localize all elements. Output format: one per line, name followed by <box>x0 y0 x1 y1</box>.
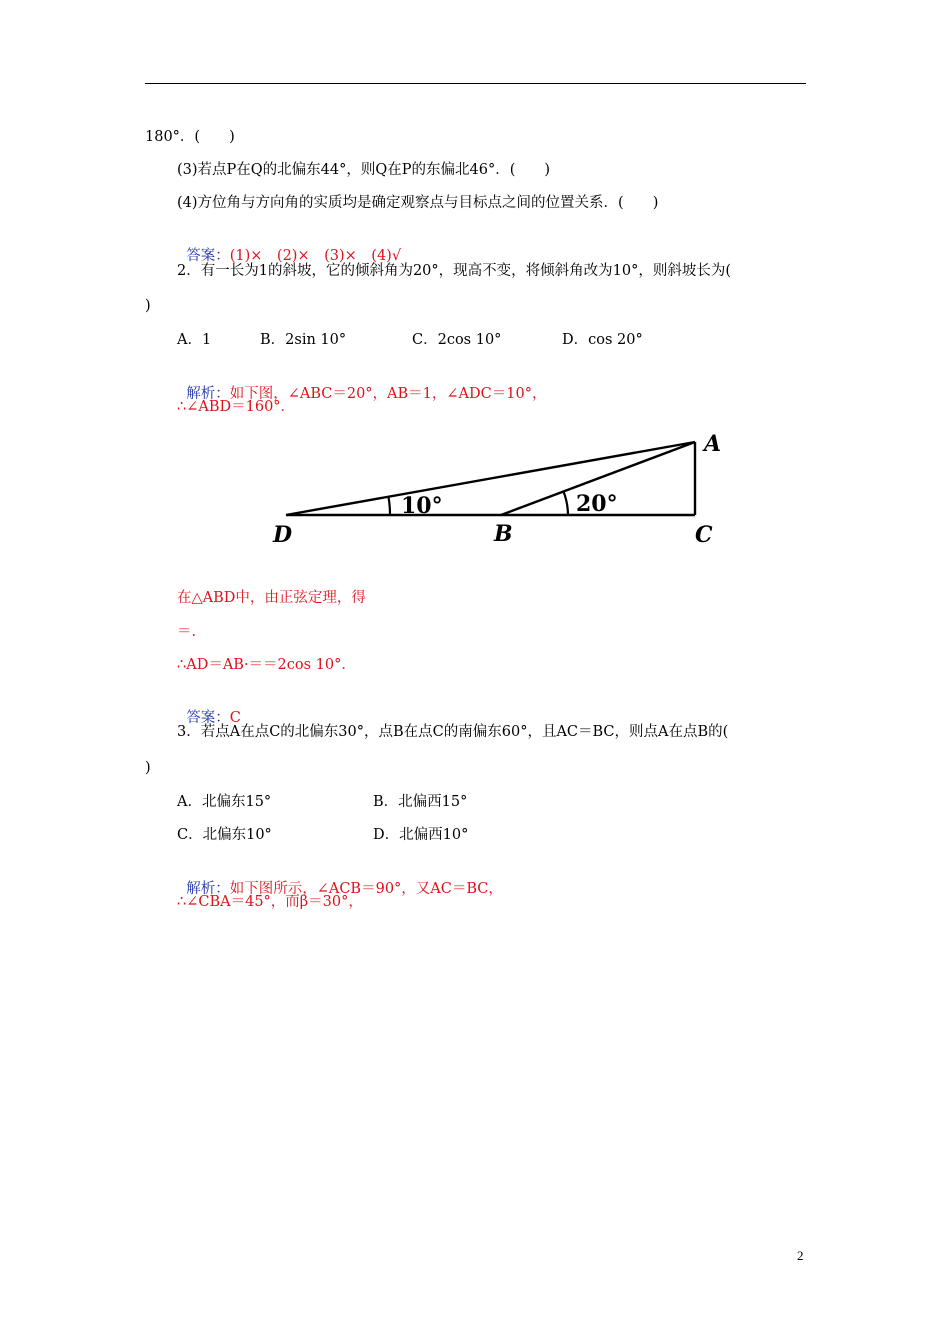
q3-stem-close: ) <box>145 760 151 776</box>
analysis-text: 如下图所示，∠ACB＝90°，又AC＝BC， <box>229 881 503 897</box>
q1-item-2-tail: 180°．( ) <box>145 129 235 145</box>
angle-label-10: 10° <box>401 493 443 519</box>
q3-option-b: B．北偏西15° <box>373 794 468 810</box>
analysis-label: 解析： <box>186 386 230 402</box>
q3-angle: ∴∠CBA＝45°，而β＝30°， <box>177 894 363 910</box>
q1-answer <box>177 226 401 266</box>
answer-label: 答案： <box>186 248 230 264</box>
q3-option-d: D．北偏西10° <box>373 827 469 843</box>
angle-arc-20 <box>564 492 569 516</box>
header-rule <box>145 83 806 84</box>
q2-stem: 2．有一长为1的斜坡，它的倾斜角为20°，现高不变，将倾斜角改为10°，则斜坡长为( <box>177 263 732 279</box>
q3-option-c: C．北偏东10° <box>177 827 272 843</box>
q3-option-a: A．北偏东15° <box>177 794 272 810</box>
q2-equation: ＝. <box>177 624 197 640</box>
q2-option-c: C．2cos 10° <box>412 332 502 348</box>
q1-item-3: (3)若点P在Q的北偏东44°，则Q在P的东偏北46°．( ) <box>177 162 551 178</box>
q2-ad-result: ∴AD＝AB·＝＝2cos 10°． <box>177 657 356 673</box>
analysis-text: 如下图，∠ABC＝20°，AB＝1，∠ADC＝10°， <box>229 386 547 402</box>
q2-option-a: A．1 <box>177 332 212 348</box>
point-label-a: A <box>704 431 722 457</box>
q2-option-d: D．cos 20° <box>562 332 643 348</box>
answer-text: (1)× (2)× (3)× (4)√ <box>229 248 402 264</box>
angle-arc-10 <box>389 497 391 515</box>
answer-label: 答案： <box>186 710 230 726</box>
q1-item-4: (4)方位角与方向角的实质均是确定观察点与目标点之间的位置关系．( ) <box>177 195 659 211</box>
segment-da <box>286 442 695 515</box>
page-number: 2 <box>797 1248 804 1263</box>
q2-option-b: B．2sin 10° <box>260 332 347 348</box>
point-label-d: D <box>273 522 293 548</box>
q2-sine-law: 在△ABD中，由正弦定理，得 <box>177 590 366 606</box>
q2-angle-abd: ∴∠ABD＝160°． <box>177 399 296 415</box>
point-label-b: B <box>494 521 513 547</box>
q2-stem-close: ) <box>145 298 151 314</box>
answer-text: C <box>229 710 241 726</box>
point-label-c: C <box>695 522 713 548</box>
q3-stem: 3．若点A在点C的北偏东30°，点B在点C的南偏东60°，且AC＝BC，则点A在点B的( <box>177 724 729 740</box>
angle-label-20: 20° <box>576 491 618 517</box>
analysis-label: 解析： <box>186 881 230 897</box>
triangle-figure <box>268 427 728 552</box>
